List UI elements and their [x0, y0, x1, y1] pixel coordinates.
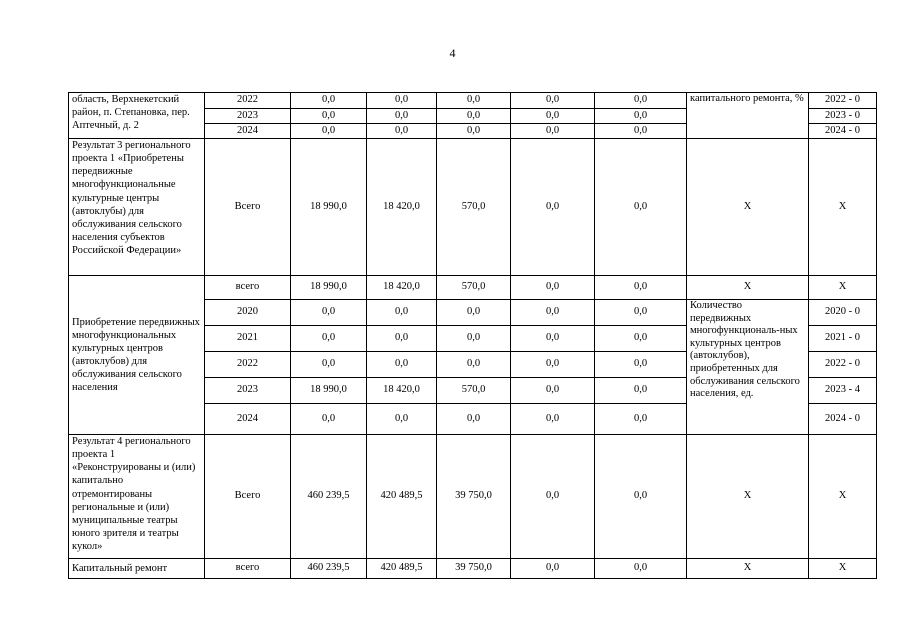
value-cell: 0,0	[511, 93, 595, 109]
table-row	[69, 139, 877, 276]
year-cell: всего	[205, 276, 291, 300]
value-cell: 0,0	[367, 326, 437, 352]
row-name-cell: область, Верхнекетский район, п. Степановка, пер. Аптечный, д. 2	[69, 93, 205, 139]
budget-table	[68, 92, 877, 579]
value-cell: 0,0	[595, 404, 687, 435]
value-cell: 0,0	[367, 93, 437, 109]
target-cell: X	[809, 559, 877, 579]
value-cell: 0,0	[291, 300, 367, 326]
value-cell: 0,0	[437, 93, 511, 109]
value-cell: 0,0	[595, 559, 687, 579]
year-cell: 2021	[205, 326, 291, 352]
year-cell: Всего	[205, 435, 291, 559]
value-cell: 0,0	[511, 559, 595, 579]
value-cell: 0,0	[511, 109, 595, 124]
value-cell: 0,0	[437, 404, 511, 435]
target-cell: X	[809, 139, 877, 276]
value-cell: 0,0	[437, 109, 511, 124]
value-cell: 0,0	[595, 352, 687, 378]
target-cell: 2022 - 0	[809, 93, 877, 109]
indicator-cell: капитального ремонта, %	[687, 93, 809, 139]
year-cell: 2024	[205, 124, 291, 139]
value-cell: 0,0	[367, 404, 437, 435]
target-cell: 2023 - 4	[809, 378, 877, 404]
value-cell: 18 420,0	[367, 139, 437, 276]
value-cell: 0,0	[511, 326, 595, 352]
row-name-cell: Результат 3 регионального проекта 1 «Приобретены передвижные многофункциональные культурные центры (автоклубы) для обслуживания сельского населения субъектов Российской Федерации»	[69, 139, 205, 276]
value-cell: 570,0	[437, 378, 511, 404]
value-cell: 39 750,0	[437, 559, 511, 579]
value-cell: 0,0	[511, 300, 595, 326]
value-cell: 570,0	[437, 139, 511, 276]
indicator-cell: X	[687, 435, 809, 559]
value-cell: 0,0	[511, 404, 595, 435]
indicator-cell: X	[687, 276, 809, 300]
target-cell: 2023 - 0	[809, 109, 877, 124]
value-cell: 0,0	[511, 352, 595, 378]
table-row	[69, 276, 877, 300]
value-cell: 0,0	[511, 139, 595, 276]
row-name-cell: Результат 4 регионального проекта 1 «Реконструированы и (или) капитально отремонтированы региональные и (или) муниципальные театры юного зрителя и театры кукол»	[69, 435, 205, 559]
value-cell: 0,0	[595, 124, 687, 139]
year-cell: 2024	[205, 404, 291, 435]
value-cell: 0,0	[595, 378, 687, 404]
table-row	[69, 435, 877, 559]
row-name-cell: Приобретение передвижных многофункциональных культурных центров (автоклубов) для обслуживания сельского населения	[69, 276, 205, 435]
value-cell: 0,0	[511, 435, 595, 559]
value-cell: 0,0	[595, 435, 687, 559]
year-cell: всего	[205, 559, 291, 579]
value-cell: 0,0	[511, 124, 595, 139]
value-cell: 0,0	[367, 124, 437, 139]
value-cell: 18 990,0	[291, 378, 367, 404]
value-cell: 18 420,0	[367, 276, 437, 300]
value-cell: 460 239,5	[291, 559, 367, 579]
page-number: 4	[449, 46, 456, 60]
value-cell: 0,0	[595, 300, 687, 326]
target-cell: X	[809, 435, 877, 559]
value-cell: 460 239,5	[291, 435, 367, 559]
table-row	[69, 559, 877, 579]
value-cell: 0,0	[291, 404, 367, 435]
year-cell: 2023	[205, 109, 291, 124]
value-cell: 0,0	[437, 326, 511, 352]
target-cell: 2022 - 0	[809, 352, 877, 378]
value-cell: 0,0	[595, 109, 687, 124]
value-cell: 0,0	[595, 93, 687, 109]
value-cell: 0,0	[511, 378, 595, 404]
value-cell: 570,0	[437, 276, 511, 300]
value-cell: 18 990,0	[291, 276, 367, 300]
value-cell: 420 489,5	[367, 435, 437, 559]
value-cell: 39 750,0	[437, 435, 511, 559]
value-cell: 0,0	[367, 352, 437, 378]
value-cell: 0,0	[595, 139, 687, 276]
value-cell: 0,0	[595, 276, 687, 300]
year-cell: 2023	[205, 378, 291, 404]
indicator-cell: X	[687, 559, 809, 579]
target-cell: 2024 - 0	[809, 404, 877, 435]
value-cell: 0,0	[291, 124, 367, 139]
value-cell: 420 489,5	[367, 559, 437, 579]
target-cell: 2024 - 0	[809, 124, 877, 139]
year-cell: Всего	[205, 139, 291, 276]
value-cell: 0,0	[291, 326, 367, 352]
value-cell: 0,0	[595, 326, 687, 352]
value-cell: 0,0	[437, 124, 511, 139]
value-cell: 18 990,0	[291, 139, 367, 276]
value-cell: 0,0	[291, 109, 367, 124]
year-cell: 2022	[205, 93, 291, 109]
target-cell: 2021 - 0	[809, 326, 877, 352]
row-name-cell: Капитальный ремонт	[69, 559, 205, 579]
target-cell: 2020 - 0	[809, 300, 877, 326]
indicator-cell: Количество передвижных многофункциональ-ных культурных центров (автоклубов), приобретенных для обслуживания сельского населения, ед.	[687, 300, 809, 435]
indicator-cell: X	[687, 139, 809, 276]
value-cell: 0,0	[511, 276, 595, 300]
value-cell: 0,0	[367, 300, 437, 326]
year-cell: 2020	[205, 300, 291, 326]
value-cell: 0,0	[437, 300, 511, 326]
year-cell: 2022	[205, 352, 291, 378]
target-cell: X	[809, 276, 877, 300]
value-cell: 0,0	[367, 109, 437, 124]
value-cell: 0,0	[291, 352, 367, 378]
value-cell: 0,0	[437, 352, 511, 378]
value-cell: 18 420,0	[367, 378, 437, 404]
value-cell: 0,0	[291, 93, 367, 109]
table-row	[69, 93, 877, 109]
